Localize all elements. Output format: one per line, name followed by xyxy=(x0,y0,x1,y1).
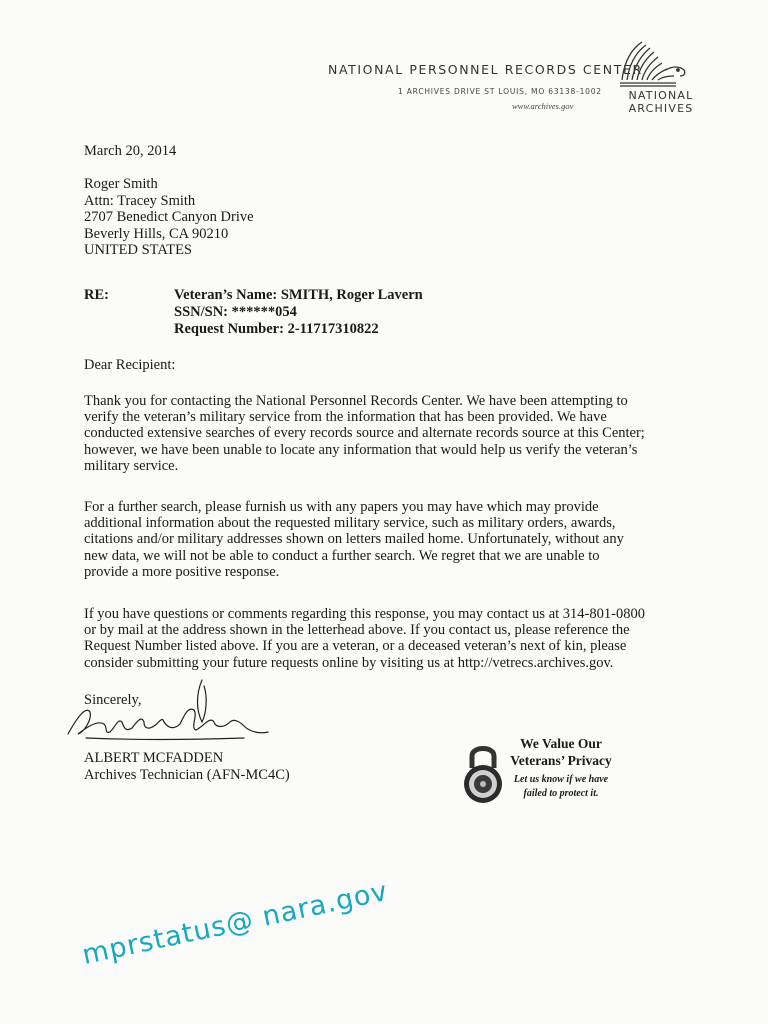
paragraph-line: For a further search, please furnish us with any papers you may have which may provide xyxy=(84,499,599,515)
privacy-title-line: We Value Our xyxy=(520,736,602,751)
signer-name: ALBERT MCFADDEN xyxy=(84,750,224,766)
privacy-badge-title xyxy=(494,735,628,769)
signer-title: Archives Technician (AFN-MC4C) xyxy=(84,767,290,783)
re-veteran-name: Veteran’s Name: SMITH, Roger Lavern xyxy=(174,287,423,303)
paragraph-line: Thank you for contacting the National Personnel Records Center. We have been attempting to xyxy=(84,393,628,409)
letterhead-website: www.archives.gov xyxy=(512,101,574,111)
paragraph-line: or by mail at the address shown in the letterhead above. If you contact us, please reference the xyxy=(84,622,630,639)
paragraph-1 xyxy=(84,393,674,474)
paragraph-3 xyxy=(84,606,674,671)
logo-word-national: NATIONAL xyxy=(628,89,694,102)
handwritten-email-note: mprstatus@ nara.gov xyxy=(79,875,391,971)
greeting: Dear Recipient: xyxy=(84,357,176,373)
recipient-city: Beverly Hills, CA 90210 xyxy=(84,225,229,242)
re-ssn: SSN/SN: ******054 xyxy=(174,304,297,320)
letterhead-organization: NATIONAL PERSONNEL RECORDS CENTER xyxy=(328,62,643,77)
paragraph-line: however, we have been unable to locate any information that would help us verify the veteran’s xyxy=(84,441,638,458)
privacy-badge-subtitle xyxy=(494,773,628,801)
paragraph-line: military service. xyxy=(84,457,179,474)
recipient-address xyxy=(84,176,254,259)
eagle-logo-icon xyxy=(614,36,692,90)
privacy-sub-line: Let us know if we have xyxy=(513,774,609,785)
privacy-sub-line: failed to protect it. xyxy=(523,788,599,799)
paragraph-line: consider submitting your future requests online by visiting us at http://vetrecs.archives.gov. xyxy=(84,654,614,671)
paragraph-line: additional information about the requested military service, such as military orders, awards, xyxy=(84,515,616,532)
re-label: RE: xyxy=(84,287,109,303)
re-request-number: Request Number: 2-11717310822 xyxy=(174,321,379,337)
paragraph-line: If you have questions or comments regarding this response, you may contact us at 314-801-0800 xyxy=(84,606,645,622)
paragraph-line: citations and/or military addresses shown on letters mailed home. Unfortunately, without any xyxy=(84,531,624,548)
closing: Sincerely, xyxy=(84,692,142,708)
handwritten-signature xyxy=(64,676,274,756)
recipient-name: Roger Smith xyxy=(84,176,158,192)
logo-word-archives: ARCHIVES xyxy=(628,102,694,115)
paragraph-line: new data, we will not be able to conduct a further search. We regret that we are unable to xyxy=(84,547,600,564)
privacy-title-line: Veterans’ Privacy xyxy=(510,753,612,768)
letter-date: March 20, 2014 xyxy=(84,143,177,159)
recipient-country: UNITED STATES xyxy=(84,242,192,258)
paragraph-line: Request Number listed above. If you are a veteran, or a deceased veteran’s next of kin, please xyxy=(84,638,627,655)
letterhead-address: 1 ARCHIVES DRIVE ST LOUIS, MO 63138-1002 xyxy=(398,87,602,96)
re-block xyxy=(174,287,423,338)
paragraph-line: conducted extensive searches of every records source and alternate records source at this Center; xyxy=(84,425,645,442)
paragraph-line: provide a more positive response. xyxy=(84,563,280,580)
paragraph-line: verify the veteran’s military service from the information that has been provided. We have xyxy=(84,409,607,426)
recipient-street: 2707 Benedict Canyon Drive xyxy=(84,209,254,225)
paragraph-2 xyxy=(84,499,674,580)
recipient-attn: Attn: Tracey Smith xyxy=(84,192,196,209)
